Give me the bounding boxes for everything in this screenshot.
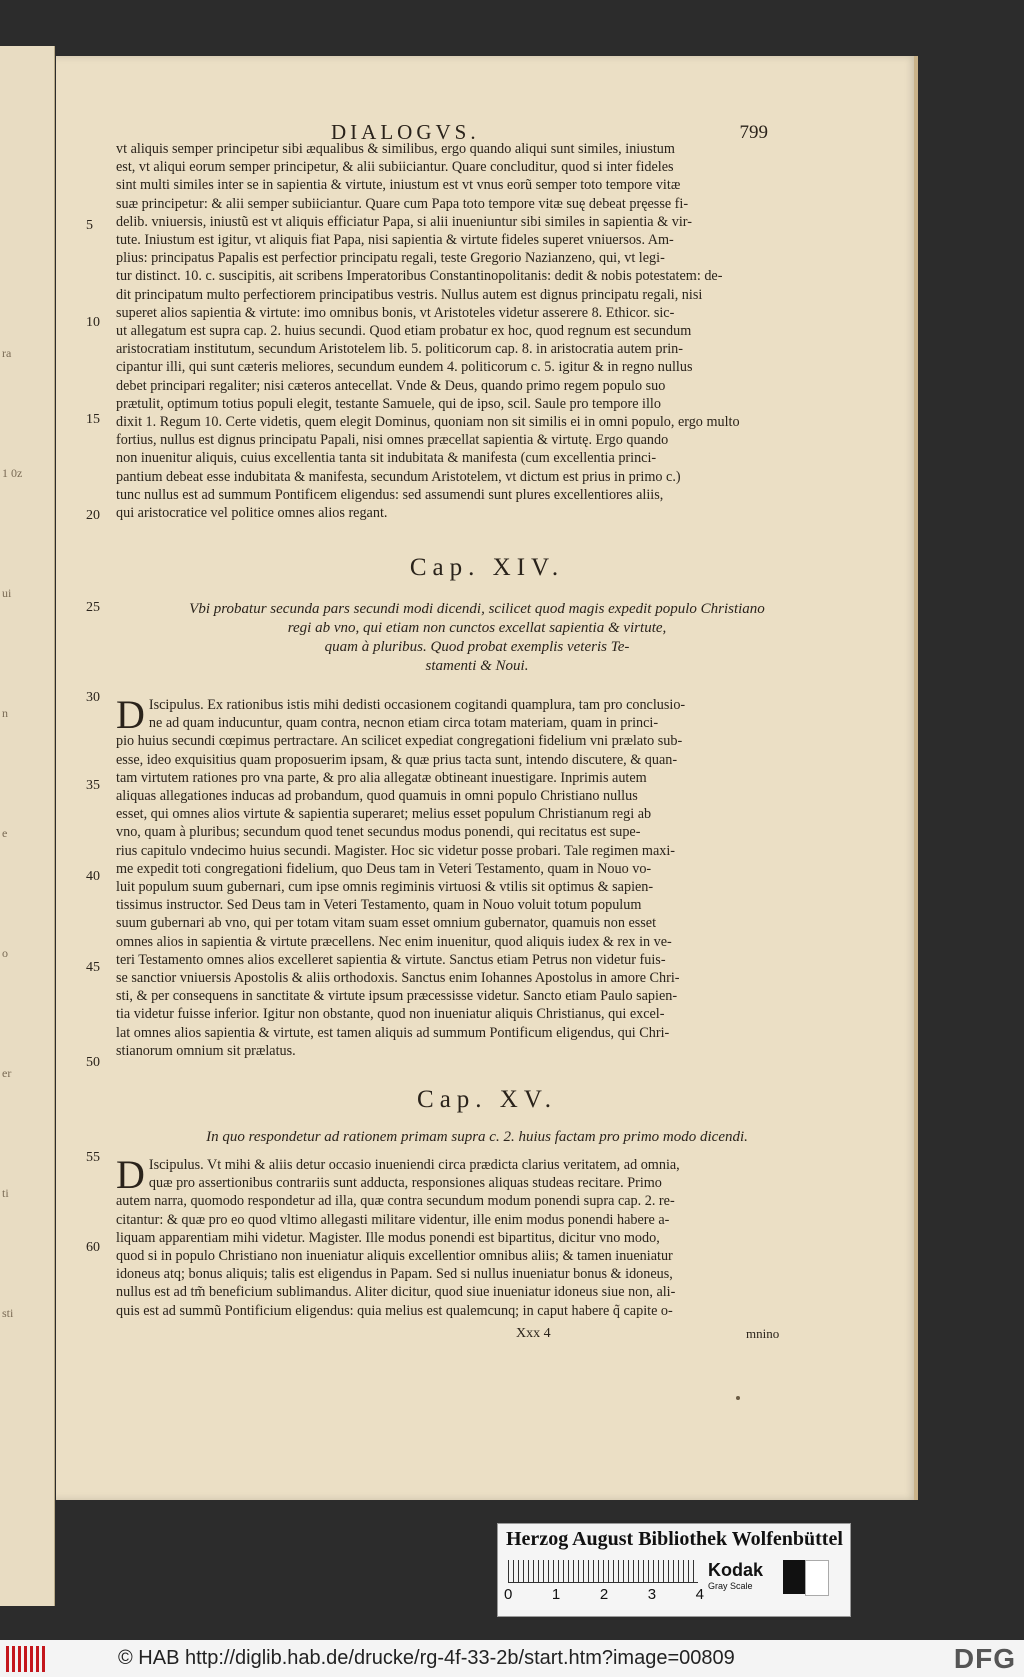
- text-line: prætulit, optimum totius populi elegit, testante Samuele, qui de ipso, scil. Saule pro tempore illo: [116, 395, 661, 412]
- text-line: dit principatum multo perfectiorem principatibus vestris. Nullus autem est dignus principatu regali, nisi: [116, 286, 703, 303]
- line-number: 50: [86, 1055, 100, 1070]
- text-line: liquam apparentiam mihi videtur. Magister. Ille modus ponendi est bipartitus, dicitur vno modo,: [116, 1229, 660, 1246]
- catchword: mnino: [746, 1326, 780, 1341]
- margin-mark: sti: [2, 1306, 14, 1320]
- dfg-logo[interactable]: DFG: [953, 1643, 1016, 1674]
- scale-number: 2: [599, 1586, 609, 1603]
- text-line: suum gubernari ab vno, qui per totam vitam suam esset omnium gubernator, quamuis non esset: [116, 915, 657, 932]
- margin-mark: n: [2, 706, 8, 720]
- book-page: [56, 56, 918, 1500]
- margin-mark: ra: [2, 346, 12, 360]
- text-line: tam virtutem rationes pro vna parte, & pro alia allegatæ obtineant inuestigare. Inprimis autem: [116, 769, 647, 786]
- text-line: ut allegatum est supra cap. 2. huius secundi. Quod etiam probatur ex hoc, quod regnum est secundum: [116, 323, 692, 340]
- summary-line: In quo respondetur ad rationem primam supra c. 2. huius factam pro primo modo dicendi.: [206, 1129, 748, 1145]
- text-line: lat omnes alios sapientia & virtute, est tamen aliquis ad summum Pontificum eligendus, qui Chri-: [116, 1024, 670, 1041]
- paragraph-1: [116, 140, 816, 522]
- scale-number: 0: [504, 1586, 513, 1603]
- line-number: 20: [86, 508, 100, 523]
- line-number: 40: [86, 869, 100, 884]
- folio-number: 799: [739, 122, 768, 143]
- text-line: pantium debeat esse indubitata & manifesta, secundum Aristotelem, vt dictum est prius in primo c.): [116, 468, 681, 485]
- institution-name: Herzog August Bibliothek Wolfenbüttel: [506, 1528, 843, 1550]
- summary-line: Vbi probatur secunda pars secundi modi dicendi, scilicet quod magis expedit populo Christiano: [189, 601, 765, 617]
- line-number: 35: [86, 778, 100, 793]
- margin-mark: o: [2, 946, 8, 960]
- text-line: fortius, nullus est dignus principatu Papali, nisi omnes præcellat sapientia & virtutę. Ergo quando: [116, 432, 669, 449]
- text-line: quod si in populo Christiano non inueniatur aliquis excellentior omnibus aliis; & tamen inueniatur: [116, 1248, 673, 1265]
- text-line: sint multi similes inter se in sapientia & virtute, iniustum est vt vnus eorũ semper toto tempore vitæ: [116, 177, 681, 194]
- text-line: vt aliquis semper principetur sibi æqualibus & similibus, ergo quando aliqui sunt similes, iniustum: [116, 141, 675, 157]
- text-line: omnes alios in sapientia & virtute præcellens. Nec enim inuenitur, quod aliquis iudex & rex in ve-: [116, 933, 672, 950]
- white-swatch: [805, 1560, 829, 1596]
- drop-initial: D: [116, 692, 145, 737]
- text-line: est, vt aliqui eorum semper principetur, & alii subiiciantur. Quare concluditur, quod si inter fideles: [116, 159, 674, 176]
- text-line: autem narra, quomodo respondetur ad illa, quæ contra secundum modum ponendi supra cap. 2. re-: [116, 1193, 675, 1210]
- text-line: debet principari regaliter; nisi cæteros antecellat. Vnde & Deus, quando primo regem populo suo: [116, 377, 666, 394]
- text-line: aristocratiam institutum, secundum Aristotelem lib. 5. politicorum cap. 8. in aristocratia autem prin-: [116, 341, 683, 358]
- previous-page-edge: [0, 46, 55, 1606]
- text-line: plius: principatus Papalis est perfectior principatu regali, teste Gregorio Nazianzeno, qui, vt legi-: [116, 250, 665, 267]
- text-line: esse, ideo exquisitius quam proposuerim ipsam, & quæ prius tacta sunt, intendo discutere, & quan-: [116, 751, 678, 768]
- text-line: vno, quam à pluribus; secundum quod tenet secundus modus ponendi, qui recitatus est supe-: [116, 824, 641, 841]
- text-line: ne ad quam inducuntur, quam contra, necnon etiam circa totam materiam, quam in princi-: [148, 715, 659, 732]
- text-line: pio huius secundi cœpimus pertractare. An scilicet expediat congregationi fidelium vni prælato sub-: [116, 733, 683, 750]
- line-number: 25: [86, 600, 100, 615]
- gray-scale-label: Gray Scale: [708, 1581, 753, 1591]
- paragraph-2: [116, 692, 816, 1060]
- text-line: Iscipulus. Ex rationibus istis mihi dedisti occasionem cogitandi quamplura, tam pro conclusio-: [148, 697, 686, 713]
- chapter-14-heading: Cap. XIV.: [409, 554, 565, 581]
- text-line: cipantur illi, qui sunt cæteris meliores, secundum eundem 4. politicorum c. 5. igitur & in regno nullus: [116, 359, 693, 376]
- margin-mark: ti: [2, 1186, 9, 1200]
- text-line: suæ principetur: & alii semper subiiciantur. Quare cum Papa toto tempore vitæ suę debeat pręesse fi-: [116, 195, 689, 212]
- margin-mark: e: [2, 826, 8, 840]
- chapter-14-summary: [142, 600, 812, 676]
- summary-line: quam à pluribus. Quod probat exemplis veteris Te-: [324, 639, 630, 655]
- text-line: teri Testamento omnes alios excelleret sapientia & virtute. Sanctus etiam Petrus non videtur fuis-: [116, 951, 666, 968]
- text-line: me expedit toti congregationi fidelium, quo Deus tam in Veteri Testamento, quam in Nouo vo-: [116, 860, 652, 877]
- text-line: tia videtur fuisse inferior. Igitur non obstante, quod non inueniatur aliquis Christianus, qui excel-: [116, 1006, 665, 1023]
- margin-mark: er: [2, 1066, 12, 1080]
- scale-number: 4: [695, 1586, 704, 1603]
- text-line: tissimus instructor. Sed Deus tam in Veteri Testamento, quam in Nouo voluit totum populum: [116, 897, 642, 914]
- text-line: nullus est ad tm̃ beneficium sublimandus. Aliter dicitur, quod siue inueniatur idoneus siue non, ali-: [116, 1284, 676, 1301]
- summary-line: regi ab vno, qui etiam non cunctos excellat sapientia & virtute,: [287, 620, 667, 636]
- color-calibration-bar: [497, 1523, 851, 1617]
- page-edge: [914, 56, 918, 1500]
- text-line: qui aristocratice vel politice omnes alios regant.: [116, 505, 388, 522]
- text-line: rius capitulo vndecimo huius secundi. Magister. Hoc sic videtur posse probari. Tale regimen maxi-: [116, 842, 676, 859]
- ruler-scale: [508, 1560, 698, 1583]
- text-line: sti, & per consequens in sanctitate & virtute ipsum præcessisse videtur. Sancto etiam Paulo sapien-: [116, 988, 678, 1005]
- text-line: luit populum suum gubernari, cum ipse omnis regiminis virtuosi & vtilis sit optimus & sapien-: [116, 879, 654, 896]
- summary-line: stamenti & Noui.: [425, 658, 529, 674]
- text-line: delib. vniuersis, iniustũ est vt aliquis efficiatur Papa, si alii inueniuntur sibi similes in sapientia & vir-: [116, 213, 692, 230]
- line-number: 30: [86, 690, 100, 705]
- kodak-brand: Kodak: [708, 1560, 764, 1580]
- text-line: idoneus atq; bonus aliquis; talis est eligendus in Papam. Sed si nullus inueniatur bonus & idoneus,: [116, 1266, 673, 1283]
- line-number: 60: [86, 1240, 100, 1255]
- kodak-label: [708, 1560, 763, 1591]
- text-line: quæ pro assertionibus contrariis sunt adducta, responsiones aliquas studeas recitare. Primo: [148, 1175, 662, 1192]
- scale-number: 1: [551, 1586, 561, 1603]
- line-number: 55: [86, 1150, 100, 1165]
- text-line: dixit 1. Regum 10. Certe videtis, quem elegit Dominus, quoniam non sit similis ei in omni populo, ergo multo: [116, 414, 740, 431]
- line-number: 5: [86, 218, 93, 233]
- credit-link[interactable]: © HAB http://diglib.hab.de/drucke/rg-4f-33-2b/start.htm?image=00809: [118, 1647, 735, 1669]
- text-line: tunc nullus est ad summum Pontificem eligendus: sed assumendi sunt plures excellentiores aliis,: [116, 486, 664, 503]
- black-swatch: [783, 1560, 805, 1594]
- chapter-15-summary: [142, 1128, 812, 1147]
- scale-number: 3: [647, 1586, 657, 1603]
- viewer-footer: [0, 1640, 1024, 1677]
- text-line: quis est ad summũ Pontificium eligendus: quia melius est qualemcunq; in caput habere q̃ capite o-: [116, 1302, 673, 1319]
- text-line: tute. Iniustum est igitur, vt aliquis fiat Papa, nisi sapientia & virtute fideles superet vniuersos. Am-: [116, 232, 674, 249]
- text-line: superet alios sapientia & virtute: imo omnibus bonis, vt Aristoteles videtur asserere 8. Ethicor. sic-: [116, 304, 675, 321]
- text-line: esset, qui omnes alios virtute & sapientia superaret; melius esset populum Christianum regi ab: [116, 806, 652, 823]
- text-line: citantur: & quæ pro eo quod vltimo allegasti militare videntur, ille enim modus ponendi habere a-: [116, 1211, 670, 1228]
- text-line: stianorum omnium sit prælatus.: [116, 1042, 296, 1059]
- hab-logo-icon[interactable]: [6, 1646, 46, 1672]
- line-number: 15: [86, 412, 100, 427]
- running-head: DIALOGVS.: [331, 120, 480, 144]
- text-line: non inuenitur aliquis, cuius excellentia tanta sit indubitata & manifesta (cum excellentia princi-: [116, 450, 657, 467]
- signature-mark: Xxx 4: [516, 1326, 551, 1341]
- paragraph-3: [116, 1152, 816, 1320]
- margin-mark: ui: [2, 586, 12, 600]
- chapter-15-heading: Cap. XV.: [417, 1086, 557, 1113]
- text-line: se sanctior vniuersis Apostolis & aliis orthodoxis. Sanctus enim Iohannes Apostolus in amore Chri-: [116, 970, 680, 987]
- line-number: 45: [86, 960, 100, 975]
- ruler-numbers: [504, 1586, 704, 1603]
- text-line: Iscipulus. Vt mihi & aliis detur occasio inueniendi circa prædicta clarius veritatem, ad omnia,: [148, 1157, 680, 1173]
- drop-initial: D: [116, 1152, 145, 1197]
- ink-dot: [736, 1396, 740, 1400]
- text-line: aliquas allegationes inducas ad probandum, quod quamuis in omni populo Christiano nullus: [116, 788, 638, 805]
- margin-mark: 1 0z: [2, 466, 23, 480]
- text-line: tur distinct. 10. c. suscipitis, ait scribens Imperatoribus Constantinopolitanis: dedit & nobis potestatem: de-: [116, 268, 723, 285]
- line-number: 10: [86, 315, 100, 330]
